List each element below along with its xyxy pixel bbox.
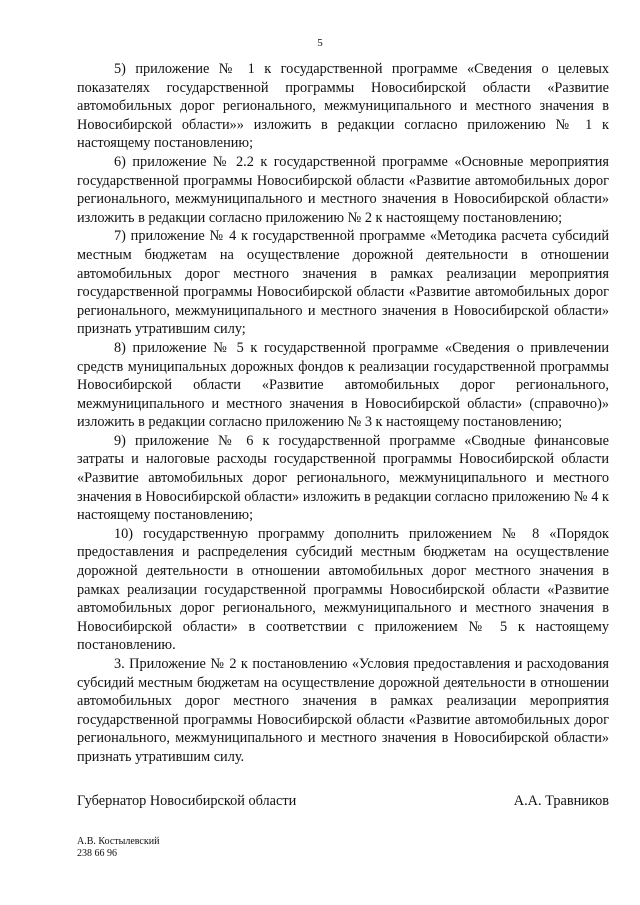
paragraph-item-9: 9) приложение № 6 к государственной программе «Сводные финансовые затраты и налоговые расходы государственной программы Новосибирской области «Развитие автомобильных дорог регионального, межмуниципального и местного значения в Новосибирской области» изложить в редакции согласно приложению № 4 к настоящему постановлению; xyxy=(77,432,609,524)
signatory-position: Губернатор Новосибирской области xyxy=(77,793,297,809)
signatory-name: А.А. Травников xyxy=(513,793,609,809)
page-number: 5 xyxy=(317,37,323,49)
executor-phone: 238 66 96 xyxy=(77,848,117,859)
document-body xyxy=(77,60,609,767)
executor-block xyxy=(77,836,159,860)
paragraph-item-8: 8) приложение № 5 к государственной программе «Сведения о привлечении средств муниципальных дорожных фондов к реализации государственной программы Новосибирской области «Развитие автомобильных дорог регионального, межмуниципального и местного значения в Новосибирской области» (справочно)» изложить в редакции согласно приложению № 3 к настоящему постановлению; xyxy=(77,339,609,431)
executor-name: А.В. Костылевский xyxy=(77,836,160,847)
paragraph-item-5: 5) приложение № 1 к государственной программе «Сведения о целевых показателях государственной программы Новосибирской области «Развитие автомобильных дорог регионального, межмуниципального и местного значения в Новосибирской области»» изложить в редакции согласно приложению № 1 к настоящему постановлению; xyxy=(77,61,609,152)
paragraph-item-6: 6) приложение № 2.2 к государственной программе «Основные мероприятия государственной программы Новосибирской области «Развитие автомобильных дорог регионального, межмуниципального и местного значения в Новосибирской области» изложить в редакции согласно приложению № 2 к настоящему постановлению; xyxy=(77,153,609,226)
paragraph-item-7: 7) приложение № 4 к государственной программе «Методика расчета субсидий местным бюджетам на осуществление дорожной деятельности в отношении автомобильных дорог местного значения в рамках реализации мероприятия государственной программы Новосибирской области «Развитие автомобильных дорог регионального, межмуниципального и местного значения в Новосибирской области» признать утратившим силу; xyxy=(77,228,609,338)
paragraph-item-10: 10) государственную программу дополнить приложением № 8 «Порядок предоставления и распределения субсидий местным бюджетам на осуществление дорожной деятельности в отношении автомобильных дорог местного значения в рамках реализации государственной программы Новосибирской области «Развитие автомобильных дорог регионального, межмуниципального и местного значения в Новосибирской области» в соответствии с приложением № 5 к настоящему постановлению. xyxy=(77,525,609,654)
paragraph-clause-3: 3. Приложение № 2 к постановлению «Условия предоставления и расходования субсидий местным бюджетам на осуществление дорожной деятельности в отношении автомобильных дорог местного значения в рамках реализации мероприятия государственной программы Новосибирской области «Развитие автомобильных дорог регионального, межмуниципального и местного значения в Новосибирской области» признать утратившим силу. xyxy=(77,656,609,765)
